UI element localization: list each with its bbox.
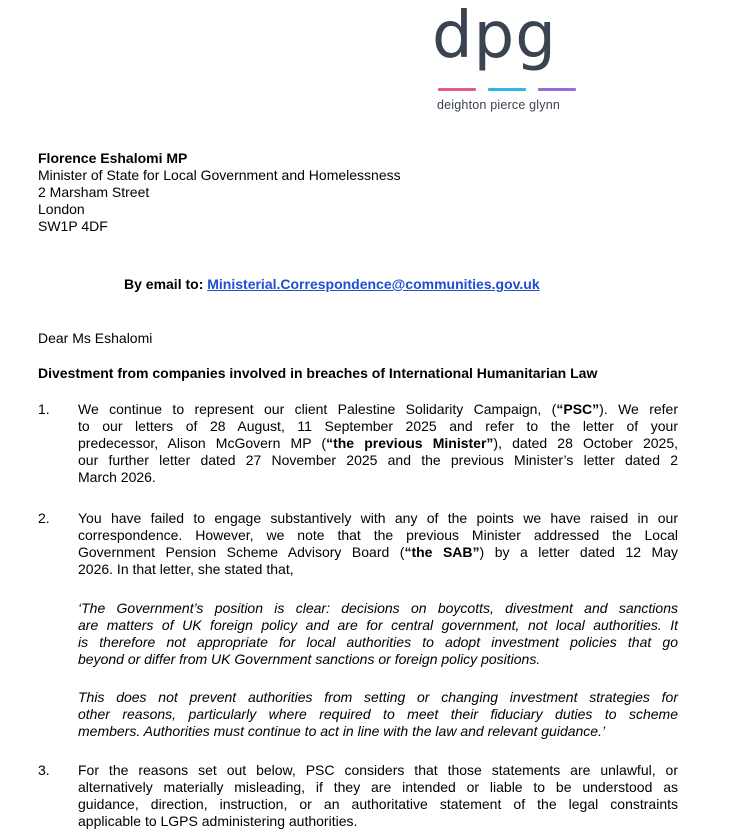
- logo-bar-blue: [488, 88, 526, 91]
- paragraph-number: 3.: [38, 762, 50, 778]
- quote-line: members. Authorities must continue to act in line with the law and relevant guidance.’: [78, 723, 606, 739]
- block-quote-1: [78, 600, 678, 668]
- address-line: London: [38, 201, 85, 217]
- quote-line: ‘The Government’s position is clear: decisions on boycotts, divestment and sanctions: [78, 600, 678, 616]
- paragraph-2: [38, 510, 678, 578]
- address-line: SW1P 4DF: [38, 218, 108, 234]
- address-line: Minister of State for Local Government and Homelessness: [38, 167, 401, 183]
- quote-line: beyond or differ from UK Government sanctions or foreign policy positions.: [78, 651, 541, 667]
- by-email-label: By email to:: [124, 276, 204, 292]
- paragraph-text: [78, 762, 678, 830]
- quote-line: are matters of UK foreign policy and are for central government, not local authorities. It: [78, 617, 678, 633]
- text-line: We continue to represent our client Palestine Solidarity Campaign, (“PSC”). We refer: [78, 401, 678, 417]
- quote-line: other reasons, particularly where required to meet their fiduciary duties to scheme: [78, 706, 678, 722]
- text-line: our further letter dated 27 November 2025 and the previous Minister’s letter dated 2: [78, 452, 678, 468]
- subject-heading: Divestment from companies involved in breaches of International Humanitarian Law: [38, 365, 598, 381]
- firm-logo: [432, 0, 592, 116]
- text-line: correspondence. However, we note that the previous Minister addressed the Local: [78, 527, 678, 543]
- address-line: 2 Marsham Street: [38, 184, 150, 200]
- by-email-line: [124, 276, 540, 292]
- logo-color-bars: [438, 88, 578, 92]
- paragraph-number: 1.: [38, 401, 50, 417]
- logo-bar-purple: [538, 88, 576, 91]
- email-link[interactable]: Ministerial.Correspondence@communities.gov.uk: [207, 276, 540, 292]
- text-line: March 2026.: [78, 469, 156, 485]
- text-line: For the reasons set out below, PSC considers that those statements are unlawful, or: [78, 762, 678, 778]
- paragraph-1: [38, 401, 678, 486]
- recipient-name: Florence Eshalomi MP: [38, 150, 188, 166]
- recipient-address: [38, 150, 401, 235]
- text-line: You have failed to engage substantively with any of the points we have raised in our: [78, 510, 678, 526]
- text-line: 2026. In that letter, she stated that,: [78, 561, 294, 577]
- text-line: predecessor, Alison McGovern MP (“the previous Minister”), dated 28 October 2025,: [78, 435, 678, 451]
- paragraph-text: [78, 401, 678, 486]
- paragraph-3: [38, 762, 678, 830]
- logo-tagline: deighton pierce glynn: [437, 98, 561, 112]
- text-line: to our letters of 28 August, 11 September 2025 and refer to the letter of your: [78, 418, 678, 434]
- paragraph-number: 2.: [38, 510, 50, 526]
- quote-line: is therefore not appropriate for local authorities to adopt investment policies that go: [78, 634, 678, 650]
- text-line: alternatively materially misleading, if they are intended or liable to be understood as: [78, 779, 678, 795]
- text-line: Government Pension Scheme Advisory Board (“the SAB”) by a letter dated 12 May: [78, 544, 678, 560]
- quote-line: This does not prevent authorities from setting or changing investment strategies for: [78, 689, 678, 705]
- text-line: applicable to LGPS administering authorities.: [78, 813, 358, 829]
- text-line: guidance, direction, instruction, or an authoritative statement of the legal constraints: [78, 796, 678, 812]
- salutation: Dear Ms Eshalomi: [38, 330, 153, 346]
- block-quote-2: [78, 689, 678, 740]
- logo-bar-pink: [438, 88, 476, 91]
- logo-letters: dpg: [432, 0, 557, 73]
- paragraph-text: [78, 510, 678, 578]
